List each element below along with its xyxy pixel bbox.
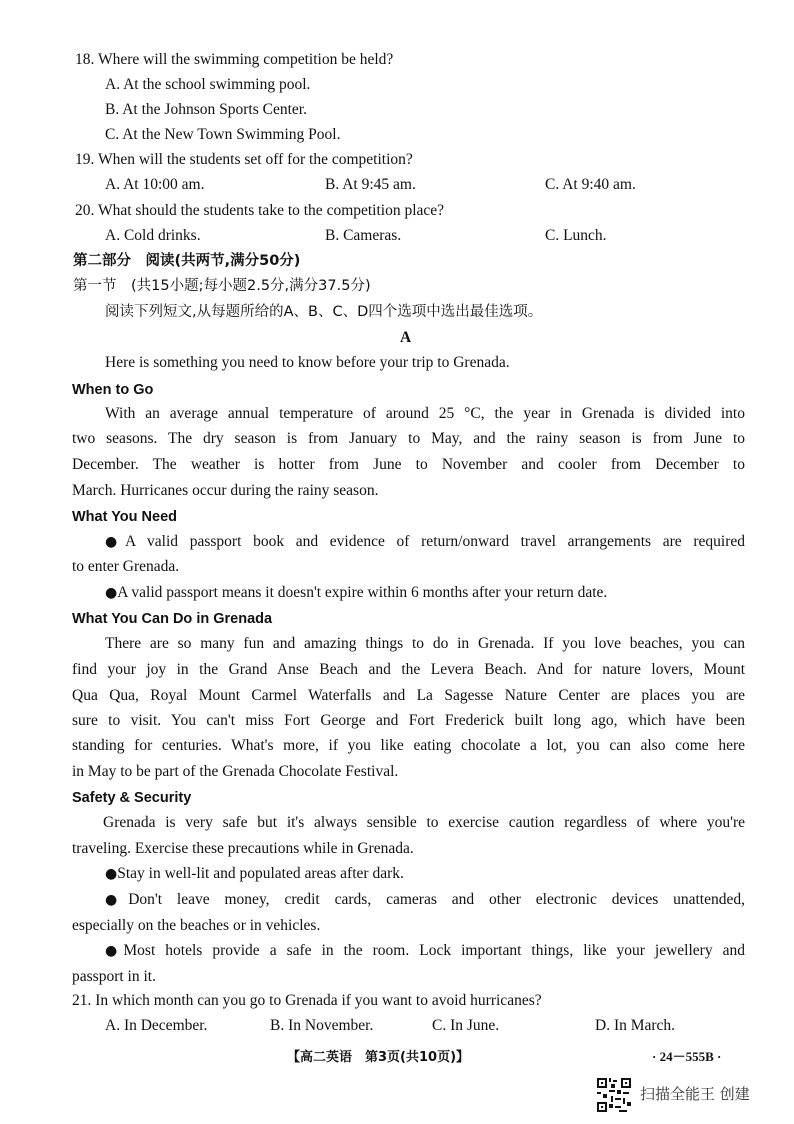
when-line-2: two seasons. The dry season is from January to May, and the rainy season is from June to	[72, 430, 745, 447]
exam-code: · 24－555B ·	[652, 1049, 722, 1064]
when-line-3: December. The weather is hotter from June to November and cooler from December to	[72, 456, 745, 473]
q20-option-c: C. Lunch.	[545, 227, 607, 244]
bullet-icon: ●	[105, 943, 124, 959]
question-21: 21. In which month can you go to Grenada if you want to avoid hurricanes?	[72, 992, 542, 1009]
when-line-1: With an average annual temperature of around 25 °C, the year in Grenada is divided into	[105, 405, 745, 422]
question-19	[75, 150, 413, 170]
scanner-brand: 扫描全能王 创建	[640, 1085, 750, 1103]
need-bullet-1-cont: to enter Grenada.	[72, 558, 180, 575]
q21-option-b: B. In November.	[270, 1017, 374, 1034]
safety-bullet-3-cont: passport in it.	[72, 968, 156, 985]
safety-bullet-2-cont: especially on the beaches or in vehicles.	[72, 917, 321, 934]
q21-option-a: A. In December.	[105, 1017, 208, 1034]
bullet-text: Don't leave money, credit cards, cameras and other electronic devices unattended,	[128, 891, 745, 908]
q19-option-a: A. At 10:00 am.	[105, 176, 205, 193]
question-number: 20.	[75, 202, 95, 219]
bullet-text: A valid passport book and evidence of return/onward travel arrangements are required	[125, 533, 745, 550]
question-text: Where will the swimming competition be held?	[97, 51, 394, 68]
part2-title: 第二部分 阅读(共两节,满分50分)	[73, 253, 301, 269]
do-line-5: standing for centuries. What's more, if you like eating chocolate a lot, you can also come here	[72, 737, 745, 754]
section1-title: 第一节 (共15小题;每小题2.5分,满分37.5分)	[73, 278, 371, 294]
instruction: 阅读下列短文,从每题所给的A、B、C、D四个选项中选出最佳选项。	[105, 304, 543, 320]
q18-option-c: C. At the New Town Swimming Pool.	[105, 126, 341, 143]
q18-option-b: B. At the Johnson Sports Center.	[105, 101, 307, 118]
need-bullet-2	[105, 583, 607, 603]
safety-line-2: traveling. Exercise these precautions while in Grenada.	[72, 840, 414, 857]
bullet-icon: ●	[105, 534, 126, 550]
need-bullet-1	[105, 532, 745, 552]
safety-heading: Safety & Security	[72, 790, 192, 806]
do-line-4: sure to visit. You can't miss Fort George and Fort Frederick built long ago, which have been	[72, 712, 745, 729]
q20-option-a: A. Cold drinks.	[105, 227, 201, 244]
question-number: 18.	[75, 51, 95, 68]
q19-option-b: B. At 9:45 am.	[325, 176, 416, 193]
passage-label: A	[400, 329, 412, 346]
safety-bullet-3	[105, 941, 745, 961]
q18-option-a: A. At the school swimming pool.	[105, 76, 311, 93]
bullet-text: A valid passport means it doesn't expire within 6 months after your return date.	[117, 584, 608, 601]
question-20	[75, 201, 444, 221]
do-heading: What You Can Do in Grenada	[72, 611, 273, 627]
passage-intro: Here is something you need to know before your trip to Grenada.	[105, 354, 510, 371]
bullet-icon: ●	[105, 892, 129, 908]
qr-code-icon	[597, 1078, 631, 1112]
q21-option-d: D. In March.	[595, 1017, 676, 1034]
do-line-1: There are so many fun and amazing things to do in Grenada. If you love beaches, you can	[105, 635, 745, 652]
need-heading: What You Need	[72, 509, 177, 525]
question-number: 19.	[75, 151, 95, 168]
bullet-text: Stay in well-lit and populated areas after dark.	[117, 865, 404, 882]
do-line-6: in May to be part of the Grenada Chocolate Festival.	[72, 763, 399, 780]
safety-line-1: Grenada is very safe but it's always sensible to exercise caution regardless of where you're	[103, 814, 745, 831]
when-line-4: March. Hurricanes occur during the rainy season.	[72, 482, 379, 499]
q20-option-b: B. Cameras.	[325, 227, 402, 244]
do-line-2: find your joy in the Grand Anse Beach and the Levera Beach. And for nature lovers, Mount	[72, 661, 745, 678]
q21-option-c: C. In June.	[432, 1017, 500, 1034]
bullet-icon: ●	[105, 866, 118, 882]
q19-option-c: C. At 9:40 am.	[545, 176, 636, 193]
safety-bullet-1	[105, 864, 404, 884]
bullet-text: Most hotels provide a safe in the room. Lock important things, like your jewellery and	[123, 942, 745, 959]
safety-bullet-2	[105, 890, 745, 910]
when-heading: When to Go	[72, 382, 154, 398]
do-line-3: Qua Qua, Royal Mount Carmel Waterfalls and La Sagesse Nature Center are places you are	[72, 687, 745, 704]
question-text: What should the students take to the competition place?	[97, 202, 445, 219]
question-18	[75, 50, 393, 70]
question-text: When will the students set off for the competition?	[97, 151, 413, 168]
bullet-icon: ●	[105, 585, 118, 601]
page-footer: 【高二英语 第3页(共10页)】	[287, 1050, 470, 1065]
